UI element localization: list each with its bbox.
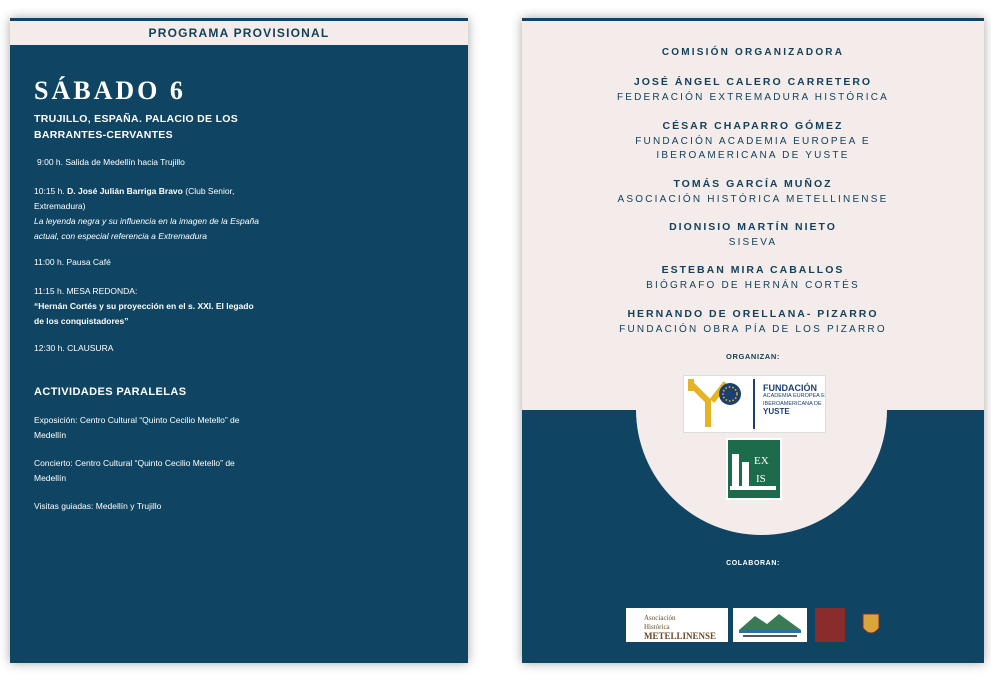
- speaker-affiliation: (Club Senior, Extremadura): [34, 186, 235, 211]
- ahm-logo-line: METELLINENSE: [644, 631, 717, 641]
- lex-logo-text: IS: [756, 473, 766, 485]
- federacion-logo: [733, 608, 807, 642]
- member-name: ESTEBAN MIRA CABALLOS: [661, 264, 845, 276]
- schedule-item: [34, 255, 264, 270]
- column-emblem-icon: [728, 440, 780, 498]
- committee-title: COMISIÓN ORGANIZADORA: [661, 47, 845, 58]
- program-header: PROGRAMA PROVISIONAL: [10, 18, 468, 45]
- lex-logo: [726, 438, 782, 500]
- parallel-activity: Exposición: Centro Cultural “Quinto Cecilio Metello” de Medellín: [34, 415, 240, 440]
- member-role: ASOCIACIÓN HISTÓRICA METELLINENSE: [617, 194, 889, 205]
- schedule-time: 11:15 h. MESA REDONDA:: [34, 286, 138, 296]
- committee-page: [522, 18, 984, 663]
- shield-icon: [856, 608, 886, 642]
- schedule-item: [37, 155, 267, 170]
- top-rule: [522, 18, 984, 21]
- yuste-emblem-icon: [686, 377, 762, 431]
- yuste-logo-line: ACADEMIA EUROPEA E: [763, 393, 825, 399]
- schedule-item: [34, 341, 264, 356]
- yuste-foundation-logo: [683, 375, 826, 433]
- parallel-activity: Visitas guiadas: Medellín y Trujillo: [34, 501, 162, 511]
- member-name: CÉSAR CHAPARRO GÓMEZ: [662, 120, 844, 132]
- yuste-logo-line: YUSTE: [763, 407, 790, 416]
- schedule-item: [34, 184, 264, 244]
- collaborators-title: COLABORAN:: [726, 560, 780, 567]
- schedule-time: 12:30 h. CLAUSURA: [34, 343, 114, 353]
- lex-logo-text: EX: [754, 455, 769, 467]
- member-role: FEDERACIÓN EXTREMADURA HISTÓRICA: [616, 92, 890, 103]
- member-name: HERNANDO DE ORELLANA- PIZARRO: [627, 308, 879, 320]
- parallel-activity: Concierto: Centro Cultural “Quinto Cecilio Metello” de Medellín: [34, 458, 235, 483]
- organizers-title: ORGANIZAN:: [726, 352, 780, 361]
- coat-of-arms-logo: [856, 608, 886, 642]
- member-name: JOSÉ ÁNGEL CALERO CARRETERO: [633, 76, 873, 88]
- speaker-name: D. José Julián Barriga Bravo: [67, 186, 183, 196]
- yuste-logo-line: FUNDACIÓN: [763, 383, 817, 393]
- round-table-title: “Hernán Cortés y su proyección en el s. XXI. El legado de los conquistadores”: [34, 301, 254, 326]
- book-cover-logo: [815, 608, 845, 642]
- member-role: SISEVA: [728, 237, 778, 248]
- venue: TRUJILLO, ESPAÑA. PALACIO DE LOS BARRANTES-CERVANTES: [34, 113, 239, 141]
- schedule-item: [34, 284, 264, 329]
- member-name: DIONISIO MARTÍN NIETO: [669, 221, 837, 233]
- schedule-time: 10:15 h.: [34, 186, 65, 196]
- yuste-logo-line: IBEROAMERICANA DE: [763, 401, 822, 407]
- asociacion-historica-metellinense-logo: [626, 608, 728, 642]
- mountain-emblem-icon: [733, 608, 807, 642]
- member-role: FUNDACIÓN ACADEMIA EUROPEA E IBEROAMERICANA DE YUSTE: [635, 136, 871, 161]
- schedule-time: 11:00 h. Pausa Café: [34, 257, 111, 267]
- member-role: FUNDACIÓN OBRA PÍA DE LOS PIZARRO: [619, 324, 887, 335]
- parallel-activities-title: ACTIVIDADES PARALELAS: [34, 386, 187, 398]
- program-page: [10, 18, 468, 663]
- ahm-logo-line: Histórica: [644, 623, 670, 631]
- schedule-time: 9:00 h. Salida de Medellín hacia Trujillo: [37, 157, 185, 167]
- ahm-logo-line: Asociación: [644, 614, 676, 622]
- talk-title: La leyenda negra y su influencia en la imagen de la España actual, con especial referencia a Extremadura: [34, 216, 259, 241]
- member-name: TOMÁS GARCÍA MUÑOZ: [673, 178, 833, 190]
- member-role: BIÓGRAFO DE HERNÁN CORTÉS: [646, 280, 860, 291]
- day-title: SÁBADO 6: [34, 76, 186, 105]
